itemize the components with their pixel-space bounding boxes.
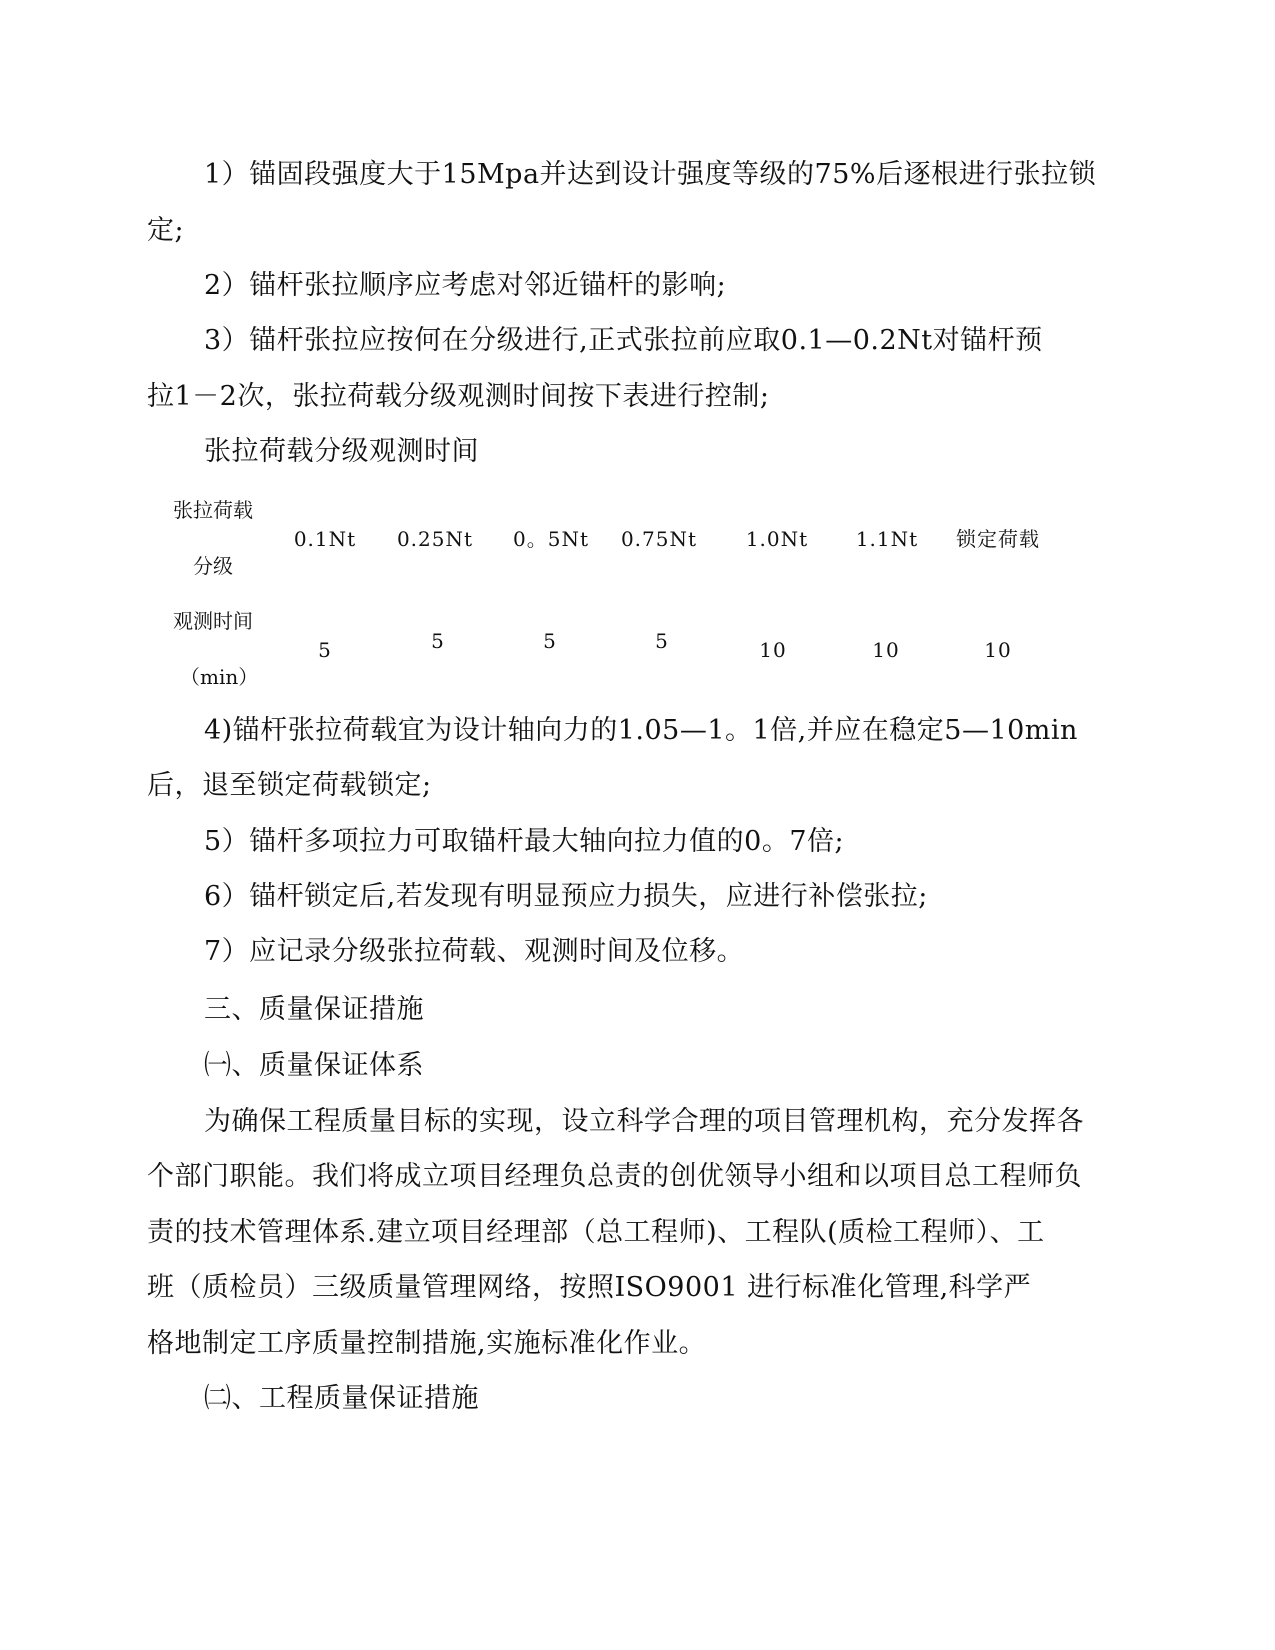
body-paragraph-line-5: 格地制定工序质量控制措施,实施标准化作业。 [147, 1328, 707, 1359]
subsection-heading-1: ㈠、质量保证体系 [204, 1050, 424, 1081]
table-row1-cell: 0.75Nt [620, 527, 698, 551]
table-row1-label-line1: 张拉荷载 [173, 498, 253, 522]
table-row1-cell: 锁定荷载 [956, 527, 1040, 551]
paragraph-item-1-line-2: 定; [147, 215, 185, 246]
table-caption: 张拉荷载分级观测时间 [204, 436, 479, 467]
paragraph-item-5: 5）锚杆多项拉力可取锚杆最大轴向拉力值的0。7倍; [204, 826, 845, 857]
paragraph-item-4-line-2: 后，退至锁定荷载锁定; [147, 770, 432, 801]
paragraph-item-3-line-1: 3）锚杆张拉应按何在分级进行,正式张拉前应取0.1—0.2Nt对锚杆预 [204, 325, 1043, 356]
table-row1-cell: 1.1Nt [855, 527, 919, 551]
table-row2-cell: 5 [318, 638, 332, 662]
paragraph-item-1-line-1: 1）锚固段强度大于15Mpa并达到设计强度等级的75%后逐根进行张拉锁 [204, 159, 1097, 190]
paragraph-item-2: 2）锚杆张拉顺序应考虑对邻近锚杆的影响; [204, 270, 727, 301]
table-row2-cell: 5 [543, 629, 557, 653]
paragraph-item-4-line-1: 4)锚杆张拉荷载宜为设计轴向力的1.05—1。1倍,并应在稳定5—10min [204, 715, 1078, 746]
paragraph-item-3-line-2: 拉1－2次，张拉荷载分级观测时间按下表进行控制; [147, 381, 770, 412]
section-heading-3: 三、质量保证措施 [204, 994, 424, 1025]
table-row1-cell: 0。5Nt [513, 527, 589, 551]
table-row2-cell: 10 [759, 638, 787, 662]
body-paragraph-line-2: 个部门职能。我们将成立项目经理负总责的创优领导小组和以项目总工程师负 [147, 1161, 1082, 1192]
subsection-heading-2: ㈡、工程质量保证措施 [204, 1383, 479, 1414]
table-row2-cell: 10 [984, 638, 1012, 662]
table-row1-cell: 0.1Nt [293, 527, 357, 551]
body-paragraph-line-3: 责的技术管理体系.建立项目经理部（总工程师)、工程队(质检工程师）、工 [147, 1217, 1045, 1248]
table-row1-label-line2: 分级 [193, 554, 233, 578]
table-row2-cell: 5 [655, 629, 669, 653]
body-paragraph-line-1: 为确保工程质量目标的实现，设立科学合理的项目管理机构，充分发挥各 [204, 1106, 1084, 1137]
paragraph-item-7: 7）应记录分级张拉荷载、观测时间及位移。 [204, 936, 745, 967]
body-paragraph-line-4: 班（质检员）三级质量管理网络，按照ISO9001 进行标准化管理,科学严 [147, 1272, 1032, 1303]
table-row2-cell: 10 [872, 638, 900, 662]
table-row2-label-line2: （min） [180, 665, 259, 689]
paragraph-item-6: 6）锚杆锁定后,若发现有明显预应力损失，应进行补偿张拉; [204, 881, 928, 912]
table-row1-cell: 1.0Nt [745, 527, 809, 551]
table-row1-cell: 0.25Nt [396, 527, 474, 551]
table-row2-label-line1: 观测时间 [173, 609, 253, 633]
table-row2-cell: 5 [431, 629, 445, 653]
